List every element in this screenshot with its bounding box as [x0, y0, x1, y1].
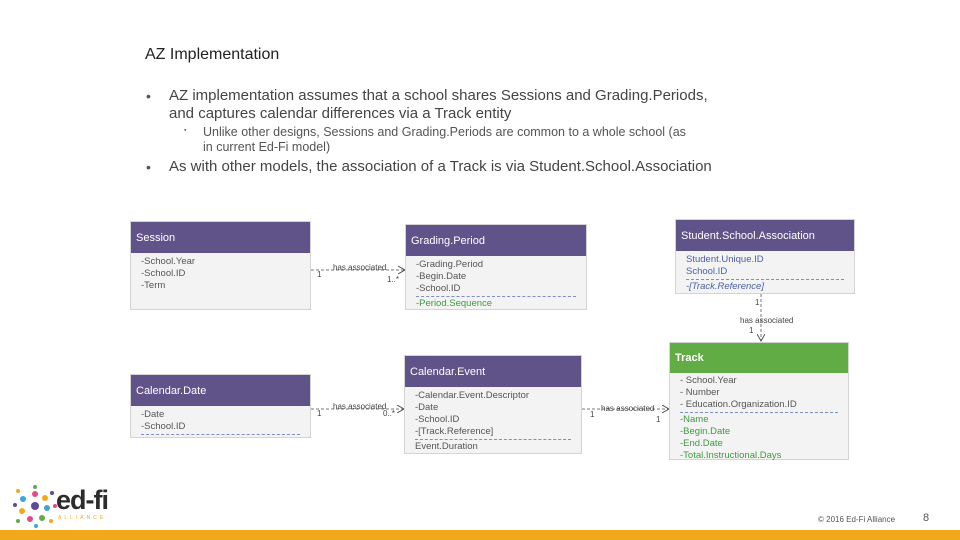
entity-grading-period-attrs: [406, 256, 586, 313]
sub-bullet-line-1: Unlike other designs, Sessions and Grading.Periods are common to a whole school (as: [203, 125, 686, 139]
entity-attribute-reference: -[Track.Reference]: [686, 281, 764, 292]
relation-label: has associated: [333, 402, 387, 411]
bullet-marker: •: [146, 88, 151, 104]
relation-multiplicity: 0..*: [383, 409, 396, 418]
entity-attribute-extension: -Name: [680, 414, 709, 425]
relation-multiplicity: 1: [317, 270, 322, 279]
entity-track-attrs: [670, 373, 848, 465]
entity-attribute: - Education.Organization.ID: [680, 399, 797, 410]
entity-attribute: -Calendar.Event.Descriptor: [415, 390, 530, 401]
entity-attribute: -Grading.Period: [416, 259, 484, 270]
relation-multiplicity: 1..*: [387, 275, 400, 284]
slide-title: AZ Implementation: [145, 46, 280, 63]
entity-attribute: -Term: [141, 280, 166, 291]
divider: [415, 439, 571, 440]
entity-ssa-attrs: [676, 251, 854, 296]
entity-attribute: -School.ID: [415, 414, 460, 425]
entity-attribute: -School.ID: [141, 268, 186, 279]
entity-student-school-association: [675, 219, 855, 294]
entity-grading-period: [405, 224, 587, 310]
entity-attribute: Student.Unique.ID: [686, 254, 764, 265]
entity-attribute: - School.Year: [680, 375, 737, 386]
entity-attribute-extension: -Begin.Date: [680, 426, 731, 437]
entity-attribute: School.ID: [686, 266, 728, 277]
entity-calendar-date-header: Calendar.Date: [131, 375, 310, 406]
entity-ssa-header: Student.School.Association: [676, 220, 854, 251]
relation-label: has associated: [333, 263, 387, 272]
footer-bar: [0, 530, 960, 540]
entity-grading-period-header: Grading.Period: [406, 225, 586, 256]
bullet-marker: •: [146, 159, 151, 175]
sub-bullet-marker: ▪: [184, 127, 187, 134]
entity-calendar-date: [130, 374, 311, 438]
relation-label: has associated: [740, 316, 794, 325]
entity-calendar-date-attrs: [131, 406, 310, 439]
bullet-1-line-1: AZ implementation assumes that a school shares Sessions and Grading.Periods,: [169, 87, 708, 104]
ed-fi-logo-subtext: ALLIANCE: [58, 515, 107, 521]
entity-attribute: -School.Year: [141, 256, 196, 267]
relation-multiplicity: 1: [590, 410, 595, 419]
entity-attribute: -Date: [415, 402, 439, 413]
entity-attribute: -Begin.Date: [416, 271, 467, 282]
entity-calendar-event-header: Calendar.Event: [405, 356, 581, 387]
entity-session: [130, 221, 311, 310]
entity-track-header: Track: [670, 343, 848, 373]
relation-multiplicity: 1: [749, 326, 754, 335]
relation-multiplicity: 1: [656, 415, 661, 424]
divider: [416, 296, 576, 297]
entity-calendar-event-attrs: [405, 387, 581, 456]
entity-attribute: -School.ID: [416, 283, 461, 294]
divider: [141, 434, 300, 435]
bullet-2: As with other models, the association of a Track is via Student.School.Association: [169, 158, 712, 175]
entity-session-header: Session: [131, 222, 310, 253]
entity-attribute-extension: Event.Duration: [415, 441, 478, 452]
bullet-1-line-2: and captures calendar differences via a Track entity: [169, 105, 512, 122]
entity-attribute-extension: -Period.Sequence: [416, 298, 493, 309]
entity-session-attrs: [131, 253, 310, 295]
ed-fi-logo-icon: [12, 484, 58, 528]
copyright: © 2016 Ed-Fi Alliance: [818, 515, 896, 524]
relation-label: has associated: [601, 404, 655, 413]
entity-attribute-extension: -Total.Instructional.Days: [680, 450, 782, 461]
entity-calendar-event: [404, 355, 582, 454]
entity-attribute: - Number: [680, 387, 720, 398]
page-number: 8: [923, 512, 930, 524]
relation-multiplicity: 1: [317, 409, 322, 418]
relation-multiplicity: 1: [755, 298, 760, 307]
entity-attribute: -Date: [141, 409, 165, 420]
entity-attribute-extension: -End.Date: [680, 438, 723, 449]
sub-bullet-line-2: in current Ed-Fi model): [203, 140, 331, 154]
ed-fi-logo-text: ed-fi: [56, 485, 108, 515]
entity-attribute: -[Track.Reference]: [415, 426, 494, 437]
entity-attribute: -School.ID: [141, 421, 186, 432]
divider: [680, 412, 838, 413]
entity-track: [669, 342, 849, 460]
divider: [686, 279, 844, 280]
